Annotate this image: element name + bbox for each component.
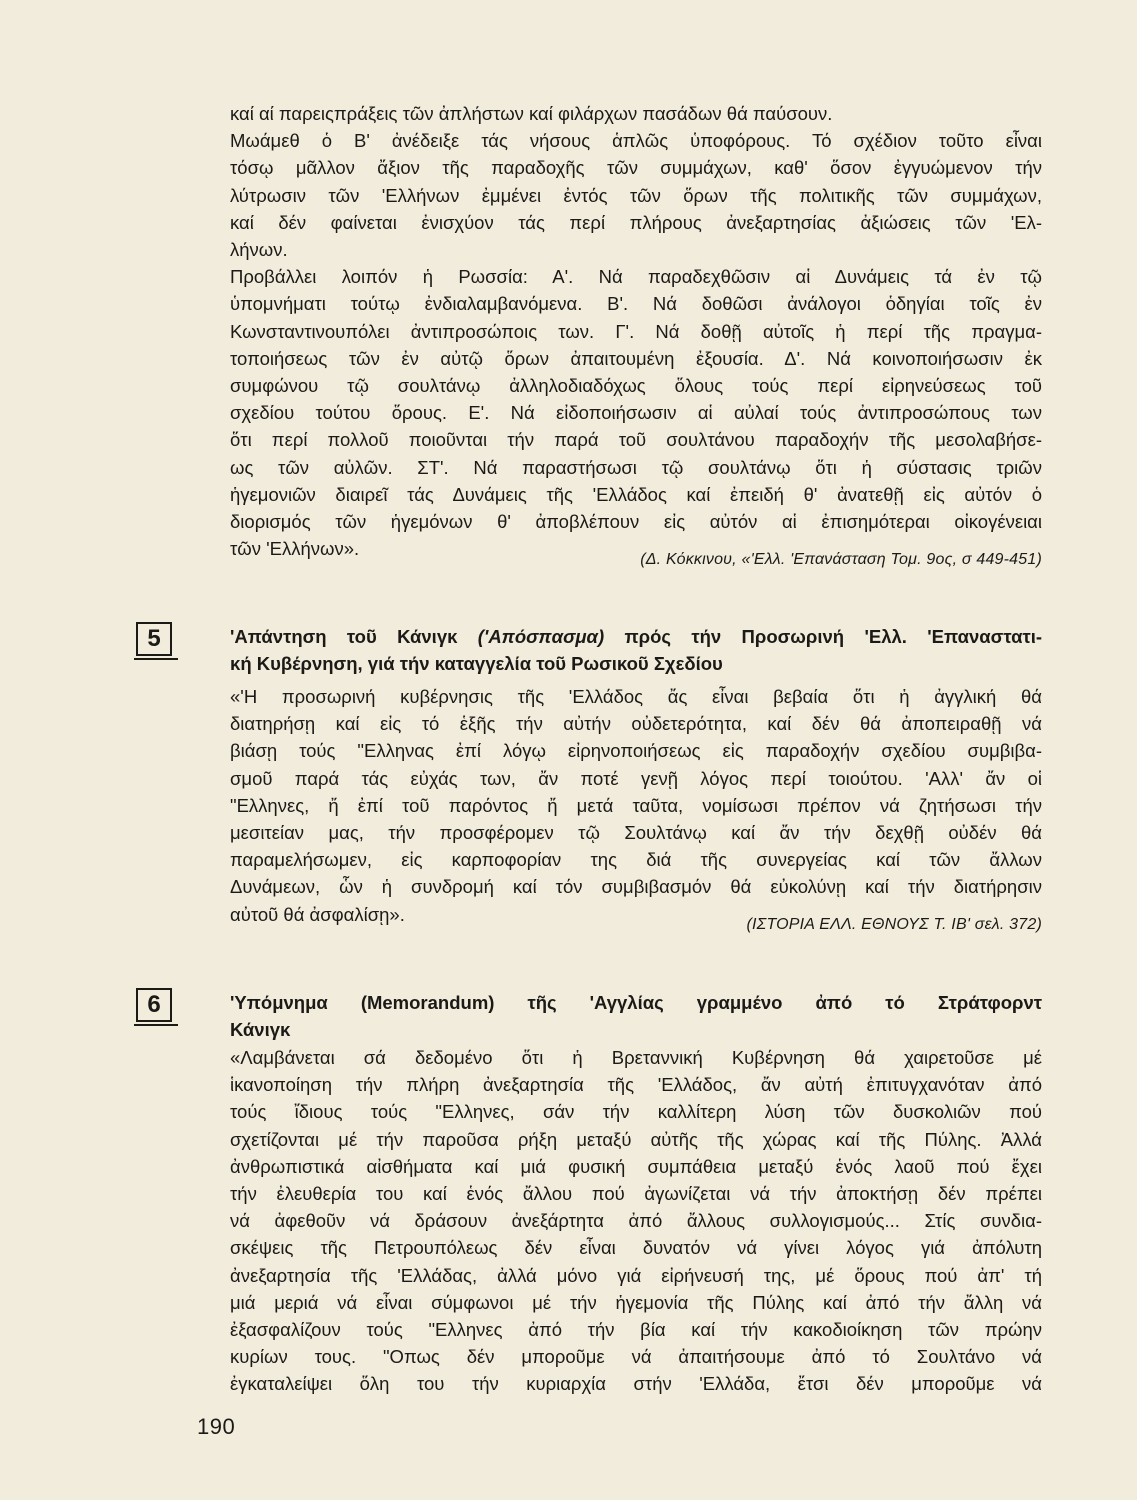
- text-line: τόσῳ μᾶλλον ἄξιον τῆς παραδοχῆς τῶν συμμάχων, καθ' ὅσον ἐγγυώμενον τήν: [230, 157, 1042, 179]
- text-line: τούς ἴδιους τούς "Ελληνες, σάν τήν καλλίτερη λύση τῶν δυσκολιῶν πού: [230, 1101, 1042, 1123]
- text-line: καί αί παρειςπράξεις τῶν ἀπλήστων καί φιλάρχων πασάδων θά παύσουν.: [230, 103, 833, 124]
- source-citation-section-5: (ΙΣΤΟΡΙΑ ΕΛΛ. ΕΘΝΟΥΣ Τ. ΙΒ' σελ. 372): [746, 916, 1042, 933]
- text-line: ὅτι περί πολλοῦ ποιοῦνται τήν παρά τοῦ σουλτάνου παραδοχήν τῆς μεσολαβήσε-: [230, 429, 1042, 451]
- section-6-heading: [230, 989, 1042, 1043]
- section-6-number-box: 6: [136, 988, 172, 1022]
- section-5-number-box: 5: [136, 622, 172, 656]
- text-line: Δυνάμεων, ὧν ἡ συνδρομή καί τόν συμβιβασμόν θά εὐκολύνῃ καί τήν διατήρησιν: [230, 876, 1042, 898]
- text-line: «'Η προσωρινή κυβέρνησις τῆς 'Ελλάδος ἄς εἶναι βεβαία ὅτι ἡ ἀγγλική θά: [230, 686, 1042, 707]
- text-line: σκέψεις τῆς Πετρουπόλεως δέν εἶναι δυνατόν νά γίνει λόγος γιά ἀπόλυτη: [230, 1237, 1042, 1259]
- text-line: ἐγκαταλείψει ὅλη του τήν κυριαρχία στήν 'Ελλάδα, ἔτσι δέν μποροῦμε νά: [230, 1373, 1042, 1395]
- text-line: «Λαμβάνεται σά δεδομένο ὅτι ἡ Βρεταννική Κυβέρνηση θά χαιρετοῦσε μέ: [230, 1047, 1042, 1068]
- section-5-heading-line-2: κή Κυβέρνηση, γιά τήν καταγγελία τοῦ Ρωσικοῦ Σχεδίου: [230, 653, 723, 674]
- text-line: διορισμός τῶν ἡγεμόνων θ' ἀποβλέπουν εἰς αὐτόν αἱ ἐπισημότεραι οἰκογένειαι: [230, 511, 1042, 533]
- text-line: αὐτοῦ θά ἀσφαλίσῃ».: [230, 903, 405, 925]
- text-line: κυρίων τους. "Οπως δέν μποροῦμε νά ἀπαιτήσουμε ἀπό τό Σουλτάνο νά: [230, 1346, 1042, 1368]
- text-line: τῶν 'Ελλήνων».: [230, 538, 360, 560]
- text-line: Κωνσταντινουπόλει ἀντιπροσώποις των. Γ'. Νά δοθῇ αὐτοῖς ἡ περί τῆς πραγμα-: [230, 320, 1042, 342]
- text-line: ἱκανοποίηση τήν πλήρη ἀνεξαρτησία τῆς 'Ελλάδος, ἄν αὐτή ἐπιτυγχανόταν ἀπό: [230, 1074, 1042, 1096]
- section-6-text-block: [230, 1044, 1042, 1398]
- text-line: μεσιτείαν μας, τήν προσφέρομεν τῷ Σουλτάνῳ καί ἄν τήν δεχθῇ οὐδέν θά: [230, 822, 1042, 844]
- text-line: σχεδίου τούτου ὅρους. Ε'. Νά εἰδοποιήσωσιν αἱ αὐλαί τούς ἀντιπροσώπους των: [230, 402, 1042, 424]
- text-line: συμφώνου τῷ σουλτάνῳ ἀλληλοδιαδόχως ὅλους τούς περί εἰρηνεύσεως τοῦ: [230, 375, 1042, 397]
- text-line: διατηρήσῃ καί εἰς τό ἑξῆς τήν αὐτήν οὐδετερότητα, καί δέν θά ἀποπειραθῇ νά: [230, 713, 1042, 735]
- text-line: ὑπομνήματι τούτῳ ἐνδιαλαμβανόμενα. Β'. Νά δοθῶσι ἀνάλογοι ὁδηγίαι τοῖς ἐν: [230, 293, 1042, 315]
- text-line: σχετίζονται μέ τήν παροῦσα ρήξη μεταξύ αὐτῆς τῆς χώρας καί τῆς Πύλης. Ἀλλά: [230, 1128, 1042, 1150]
- text-line: καί δέν φαίνεται ἐνισχύον τάς περί πλήρους ἀνεξαρτησίας ἀξιώσεις τῶν 'Ελ-: [230, 211, 1042, 233]
- text-line: Μωάμεθ ὁ Β' ἀνέδειξε τάς νήσους ἁπλῶς ὑποφόρους. Τό σχέδιον τοῦτο εἶναι: [230, 130, 1042, 152]
- section-5-heading-line-1: 'Απάντηση τοῦ Κάνιγκ ('Απόσπασμα) πρός τήν Προσωρινή 'Ελλ. 'Επαναστατι-: [230, 626, 1042, 647]
- text-line: τοποιήσεως τῶν ἐν αὐτῷ ὅρων ἀπαιτουμένη ἐξουσία. Δ'. Νά κοινοποιήσωσιν ἐκ: [230, 347, 1042, 369]
- text-line: λύτρωσιν τῶν 'Ελλήνων ἐμμένει ἐντός τῶν ὅρων τῆς πολιτικῆς τῶν συμμάχων,: [230, 184, 1042, 206]
- text-line: "Ελληνες, ἤ ἐπί τοῦ παρόντος ἤ μετά ταῦτα, νομίσωσι πρέπον νά ζητήσωσι τήν: [230, 794, 1042, 816]
- section-5-text-block: [230, 683, 1042, 928]
- section-6-heading-line-1: 'Υπόμνημα (Memorandum) τῆς 'Αγγλίας γραμμένο ἀπό τό Στράτφορντ: [230, 992, 1042, 1013]
- excerpt-label: ('Απόσπασμα): [477, 626, 605, 647]
- text-line: μιά μεριά νά εἶναι σύμφωνοι μέ τήν ἡγεμονία τῆς Πύλης καί ἀπό τήν ἄλλη νά: [230, 1291, 1042, 1313]
- text-line: ἐξασφαλίζουν τούς "Ελληνες ἀπό τήν βία καί τήν κακοδιοίκηση τῶν πρώην: [230, 1319, 1042, 1341]
- text-line: τήν ἐλευθερία του καί ἑνός ἄλλου πού ἀγωνίζεται νά τήν ἀποκτήσῃ δέν πρέπει: [230, 1183, 1042, 1205]
- page-number: 190: [197, 1414, 236, 1439]
- text-line: νά ἀφεθοῦν νά δράσουν ἀνεξάρτητα ἀπό ἄλλους συλλογισμούς... Στίς συνδια-: [230, 1210, 1042, 1232]
- text-line: λήνων.: [230, 239, 288, 261]
- section-5-heading: [230, 623, 1042, 677]
- text-line: παραμελήσωμεν, εἰς καρποφορίαν της διά τῆς συνεργείας καί τῶν ἄλλων: [230, 849, 1042, 871]
- section-6-heading-line-2: Κάνιγκ: [230, 1019, 291, 1040]
- text-line: ἀνεξαρτησία τῆς 'Ελλάδας, ἀλλά μόνο γιά εἰρήνευσή της, μέ ὅρους πού ἀπ' τή: [230, 1264, 1042, 1286]
- top-text-block: [230, 100, 1042, 562]
- text-line: ως τῶν αὐλῶν. ΣΤ'. Νά παραστήσωσι τῷ σουλτάνῳ ὅτι ἡ σύστασις τριῶν: [230, 456, 1042, 478]
- text-line: Προβάλλει λοιπόν ἡ Ρωσσία: Α'. Νά παραδεχθῶσιν αἱ Δυνάμεις τά ἐν τῷ: [230, 266, 1042, 288]
- text-line: ἡγεμονιῶν διαιρεῖ τάς Δυνάμεις τῆς 'Ελλάδος καί ἐπειδή θ' ἀνατεθῇ εἰς αὐτόν ὁ: [230, 483, 1042, 505]
- source-citation-top: (Δ. Κόκκινου, «'Ελλ. 'Επανάσταση Τομ. 9ος, σ 449-451): [640, 551, 1042, 568]
- text-line: σμοῦ παρά τάς εὐχάς των, ἄν ποτέ γενῇ λόγος περί τοιούτου. 'Αλλ' ἄν οἱ: [230, 767, 1042, 789]
- text-line: ἀνθρωπιστικά αἰσθήματα καί μιά φυσική συμπάθεια μεταξύ ἑνός λαοῦ πού ἔχει: [230, 1155, 1042, 1177]
- text-line: βιάσῃ τούς "Ελληνας ἐπί λόγῳ εἰρηνοποιήσεως εἰς παραδοχήν σχεδίου συμβιβα-: [230, 740, 1042, 762]
